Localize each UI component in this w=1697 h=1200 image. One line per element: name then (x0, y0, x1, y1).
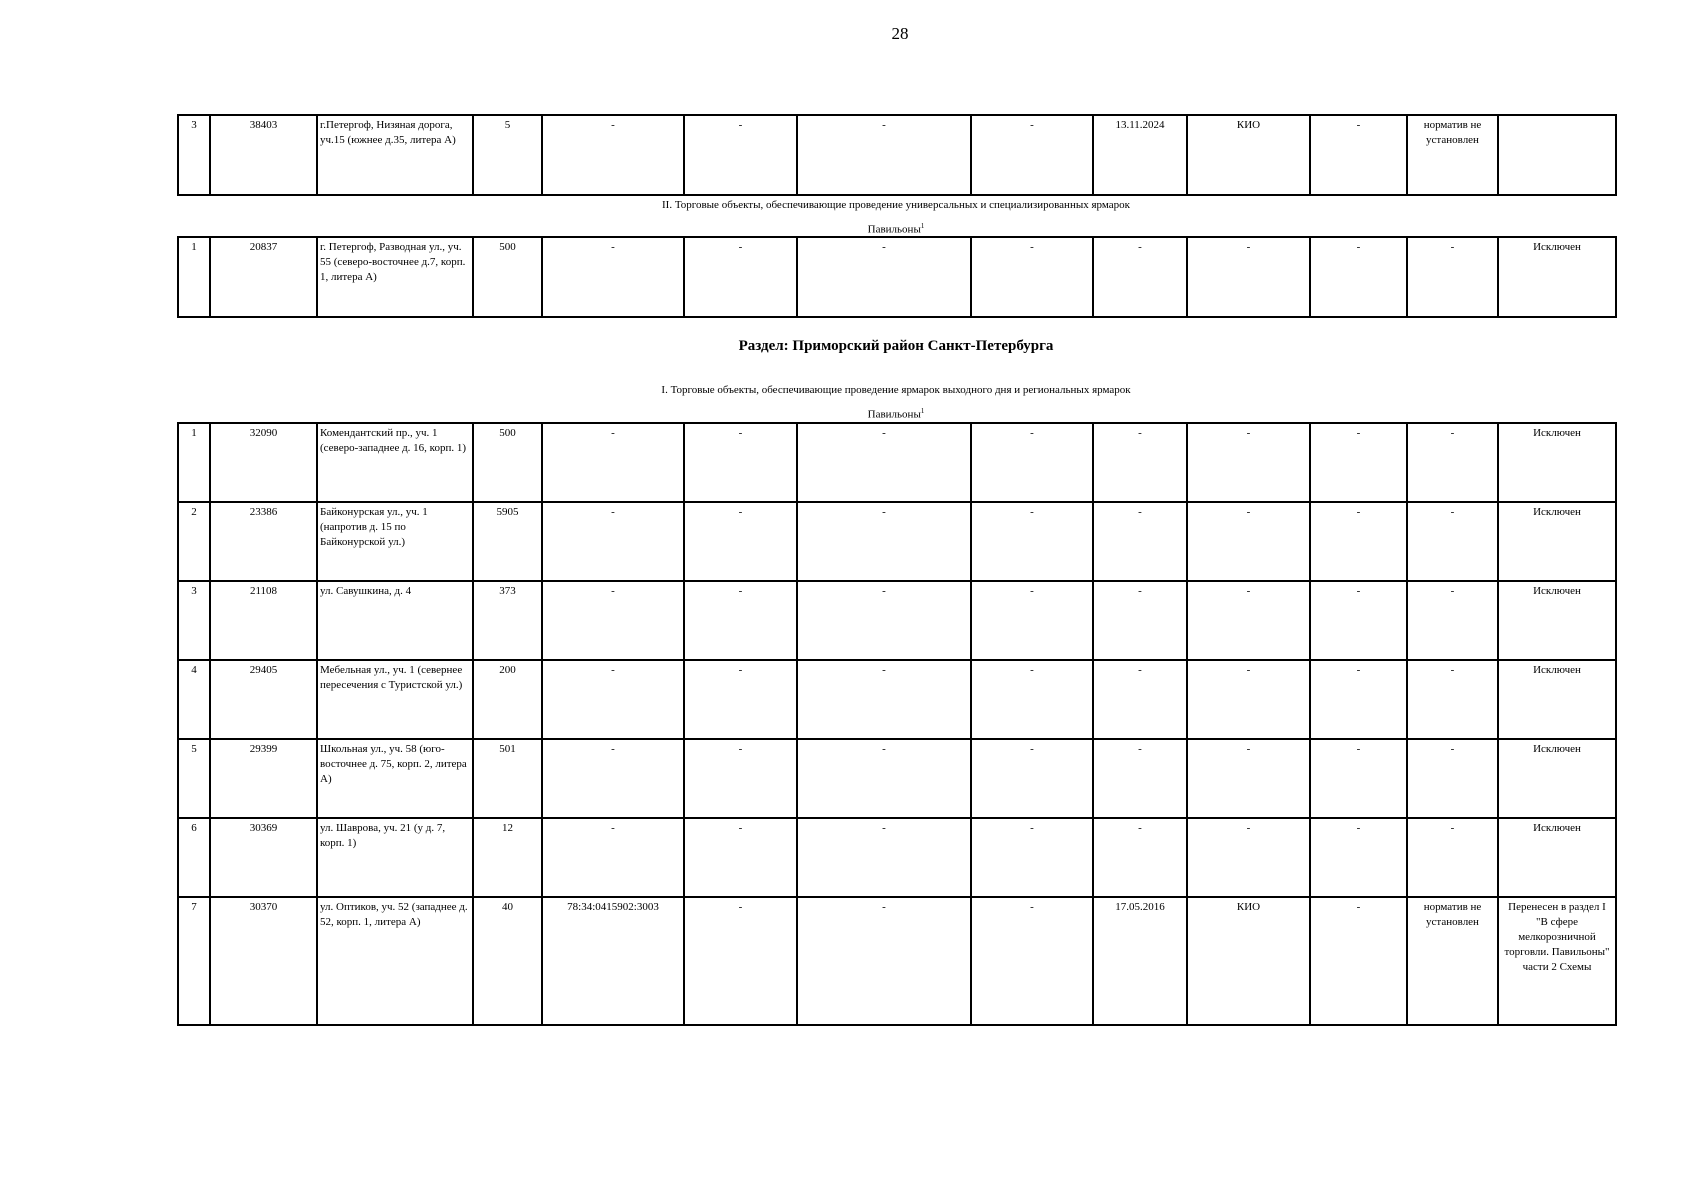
cell-norm: - (1407, 660, 1498, 739)
cell-c6: - (684, 581, 797, 660)
cell-status: Исключен (1498, 660, 1616, 739)
data-table (177, 422, 1617, 1026)
cell-status: Исключен (1498, 502, 1616, 581)
cell-org: - (1187, 739, 1310, 818)
category-caption-text: Павильоны (867, 408, 921, 421)
cell-status: Исключен (1498, 818, 1616, 897)
cell-area: 40 (473, 897, 542, 1025)
cell-area: 500 (473, 423, 542, 502)
data-table (177, 114, 1617, 196)
cell-c7: - (797, 115, 971, 195)
table-row (178, 660, 1616, 739)
cell-date: 17.05.2016 (1093, 897, 1187, 1025)
cell-area: 5905 (473, 502, 542, 581)
cell-num: 1 (178, 423, 210, 502)
cell-c7: - (797, 423, 971, 502)
table-row (178, 237, 1616, 317)
cell-c7: - (797, 581, 971, 660)
cell-org: - (1187, 237, 1310, 317)
cell-cadastral: - (542, 423, 684, 502)
cell-c8: - (971, 897, 1093, 1025)
cell-c6: - (684, 502, 797, 581)
table-row (178, 897, 1616, 1025)
cell-cadastral: - (542, 818, 684, 897)
cell-c6: - (684, 423, 797, 502)
subsection-caption: I. Торговые объекты, обеспечивающие проведение ярмарок выходного дня и региональных ярмарок (661, 384, 1131, 396)
cell-id: 38403 (210, 115, 317, 195)
cell-area: 373 (473, 581, 542, 660)
cell-c6: - (684, 739, 797, 818)
table-row (178, 423, 1616, 502)
cell-c6: - (684, 237, 797, 317)
cell-c8: - (971, 502, 1093, 581)
cell-id: 30369 (210, 818, 317, 897)
cell-num: 5 (178, 739, 210, 818)
cell-org: КИО (1187, 897, 1310, 1025)
cell-cadastral: 78:34:0415902:3003 (542, 897, 684, 1025)
cell-area: 5 (473, 115, 542, 195)
subsection-caption: II. Торговые объекты, обеспечивающие проведение универсальных и специализированных ярмарок (662, 199, 1130, 211)
cell-status (1498, 115, 1616, 195)
section-heading: Раздел: Приморский район Санкт-Петербурга (738, 338, 1054, 354)
cell-num: 3 (178, 581, 210, 660)
cell-c6: - (684, 115, 797, 195)
cell-c11: - (1310, 818, 1407, 897)
cell-date: - (1093, 423, 1187, 502)
cell-address: Байконурская ул., уч. 1 (напротив д. 15 по Байконурской ул.) (317, 502, 473, 581)
data-table (177, 236, 1617, 318)
cell-norm: - (1407, 739, 1498, 818)
cell-date: - (1093, 502, 1187, 581)
cell-cadastral: - (542, 739, 684, 818)
cell-id: 29405 (210, 660, 317, 739)
cell-c11: - (1310, 660, 1407, 739)
cell-id: 29399 (210, 739, 317, 818)
cell-id: 23386 (210, 502, 317, 581)
cell-cadastral: - (542, 115, 684, 195)
cell-num: 6 (178, 818, 210, 897)
cell-id: 32090 (210, 423, 317, 502)
cell-address: ул. Оптиков, уч. 52 (западнее д. 52, корп. 1, литера А) (317, 897, 473, 1025)
cell-address: Мебельная ул., уч. 1 (севернее пересечения с Туристской ул.) (317, 660, 473, 739)
cell-status: Исключен (1498, 423, 1616, 502)
table-row (178, 502, 1616, 581)
cell-num: 7 (178, 897, 210, 1025)
cell-id: 30370 (210, 897, 317, 1025)
cell-date: 13.11.2024 (1093, 115, 1187, 195)
cell-org: - (1187, 660, 1310, 739)
cell-date: - (1093, 581, 1187, 660)
cell-norm: - (1407, 237, 1498, 317)
cell-c11: - (1310, 115, 1407, 195)
table-row (178, 739, 1616, 818)
category-caption (177, 219, 1615, 237)
cell-c8: - (971, 423, 1093, 502)
cell-org: - (1187, 818, 1310, 897)
cell-norm: - (1407, 581, 1498, 660)
cell-norm: норматив не установлен (1407, 897, 1498, 1025)
cell-date: - (1093, 818, 1187, 897)
cell-address: ул. Шаврова, уч. 21 (у д. 7, корп. 1) (317, 818, 473, 897)
cell-c11: - (1310, 581, 1407, 660)
cell-status: Исключен (1498, 739, 1616, 818)
cell-cadastral: - (542, 660, 684, 739)
cell-org: КИО (1187, 115, 1310, 195)
cell-norm: норматив не установлен (1407, 115, 1498, 195)
table-row (178, 818, 1616, 897)
cell-c7: - (797, 739, 971, 818)
cell-c6: - (684, 897, 797, 1025)
cell-c11: - (1310, 237, 1407, 317)
cell-status: Исключен (1498, 237, 1616, 317)
cell-num: 4 (178, 660, 210, 739)
page-number: 28 (891, 24, 909, 43)
cell-address: г. Петергоф, Разводная ул., уч. 55 (северо-восточнее д.7, корп. 1, литера А) (317, 237, 473, 317)
cell-norm: - (1407, 502, 1498, 581)
cell-c6: - (684, 818, 797, 897)
cell-area: 501 (473, 739, 542, 818)
cell-c11: - (1310, 502, 1407, 581)
cell-address: Комендантский пр., уч. 1 (северо-западнее д. 16, корп. 1) (317, 423, 473, 502)
cell-c8: - (971, 581, 1093, 660)
cell-id: 21108 (210, 581, 317, 660)
cell-status: Перенесен в раздел I "В сфере мелкорозничной торговли. Павильоны" части 2 Схемы (1498, 897, 1616, 1025)
cell-address: ул. Савушкина, д. 4 (317, 581, 473, 660)
cell-norm: - (1407, 423, 1498, 502)
cell-area: 200 (473, 660, 542, 739)
cell-date: - (1093, 237, 1187, 317)
cell-c11: - (1310, 897, 1407, 1025)
category-caption (177, 404, 1615, 422)
cell-cadastral: - (542, 581, 684, 660)
cell-id: 20837 (210, 237, 317, 317)
cell-num: 1 (178, 237, 210, 317)
cell-org: - (1187, 581, 1310, 660)
cell-status: Исключен (1498, 581, 1616, 660)
cell-cadastral: - (542, 237, 684, 317)
cell-address: Школьная ул., уч. 58 (юго-восточнее д. 75, корп. 2, литера А) (317, 739, 473, 818)
cell-c7: - (797, 237, 971, 317)
cell-date: - (1093, 660, 1187, 739)
cell-c7: - (797, 897, 971, 1025)
cell-norm: - (1407, 818, 1498, 897)
cell-org: - (1187, 423, 1310, 502)
cell-area: 500 (473, 237, 542, 317)
cell-c7: - (797, 502, 971, 581)
cell-area: 12 (473, 818, 542, 897)
cell-c7: - (797, 660, 971, 739)
cell-c11: - (1310, 739, 1407, 818)
cell-num: 3 (178, 115, 210, 195)
cell-num: 2 (178, 502, 210, 581)
cell-date: - (1093, 739, 1187, 818)
cell-c11: - (1310, 423, 1407, 502)
cell-address: г.Петергоф, Низяная дорога, уч.15 (южнее д.35, литера А) (317, 115, 473, 195)
table-row (178, 581, 1616, 660)
cell-c8: - (971, 237, 1093, 317)
cell-c8: - (971, 818, 1093, 897)
cell-cadastral: - (542, 502, 684, 581)
category-caption-text: Павильоны (867, 223, 921, 236)
cell-c8: - (971, 115, 1093, 195)
cell-c6: - (684, 660, 797, 739)
footnote-mark: 1 (920, 407, 925, 415)
cell-c8: - (971, 660, 1093, 739)
cell-c7: - (797, 818, 971, 897)
footnote-mark: 1 (920, 222, 925, 230)
cell-c8: - (971, 739, 1093, 818)
table-row (178, 115, 1616, 195)
cell-org: - (1187, 502, 1310, 581)
